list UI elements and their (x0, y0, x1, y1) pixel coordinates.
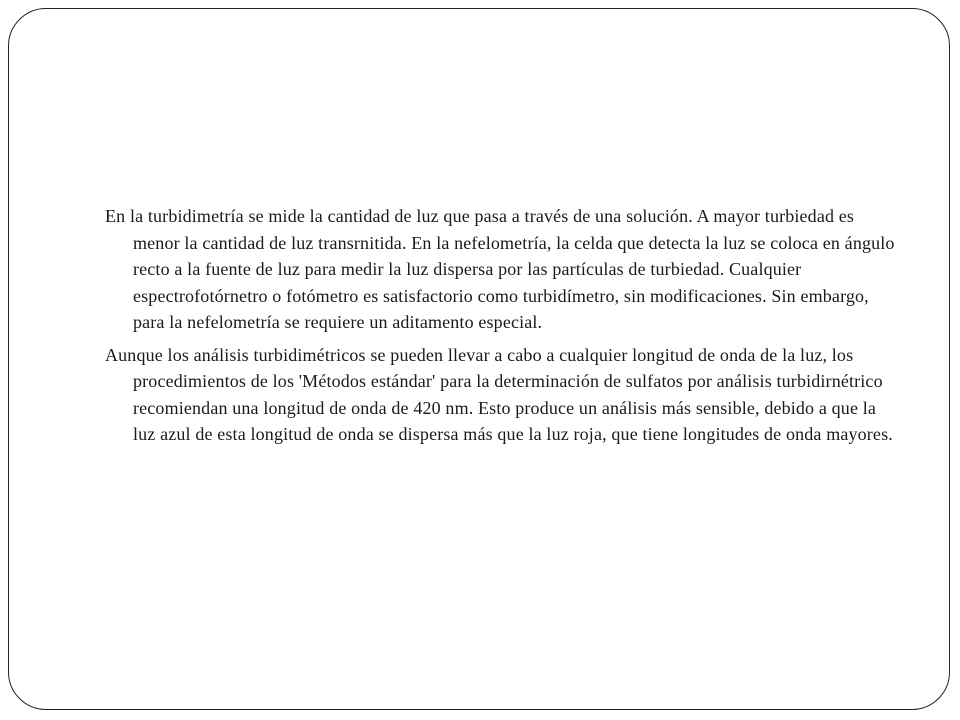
paragraph-turbidimetry: En la turbidimetría se mide la cantidad de luz que pasa a través de una solución. A mayor turbiedad es menor la cantidad de luz transrnitida. En la nefelometría, la celda que detecta la luz se coloca en ángulo recto a la fuente de luz para medir la luz dispersa por las partículas de turbiedad. Cualquier espectrofotórnetro o fotómetro es satisfactorio como turbidímetro, sin modificaciones. Sin embargo, para la nefelometría se requiere un aditamento especial. (105, 206, 895, 332)
slide-text-body (97, 203, 897, 454)
paragraph-wavelength: Aunque los análisis turbidimétricos se pueden llevar a cabo a cualquier longitud de onda de la luz, los procedimientos de los 'Métodos estándar' para la determinación de sulfatos por análisis turbidirnétrico recomiendan una longitud de onda de 420 nm. Esto produce un análisis más sensible, debido a que la luz azul de esta longitud de onda se dispersa más que la luz roja, que tiene longitudes de onda mayores. (105, 344, 893, 444)
